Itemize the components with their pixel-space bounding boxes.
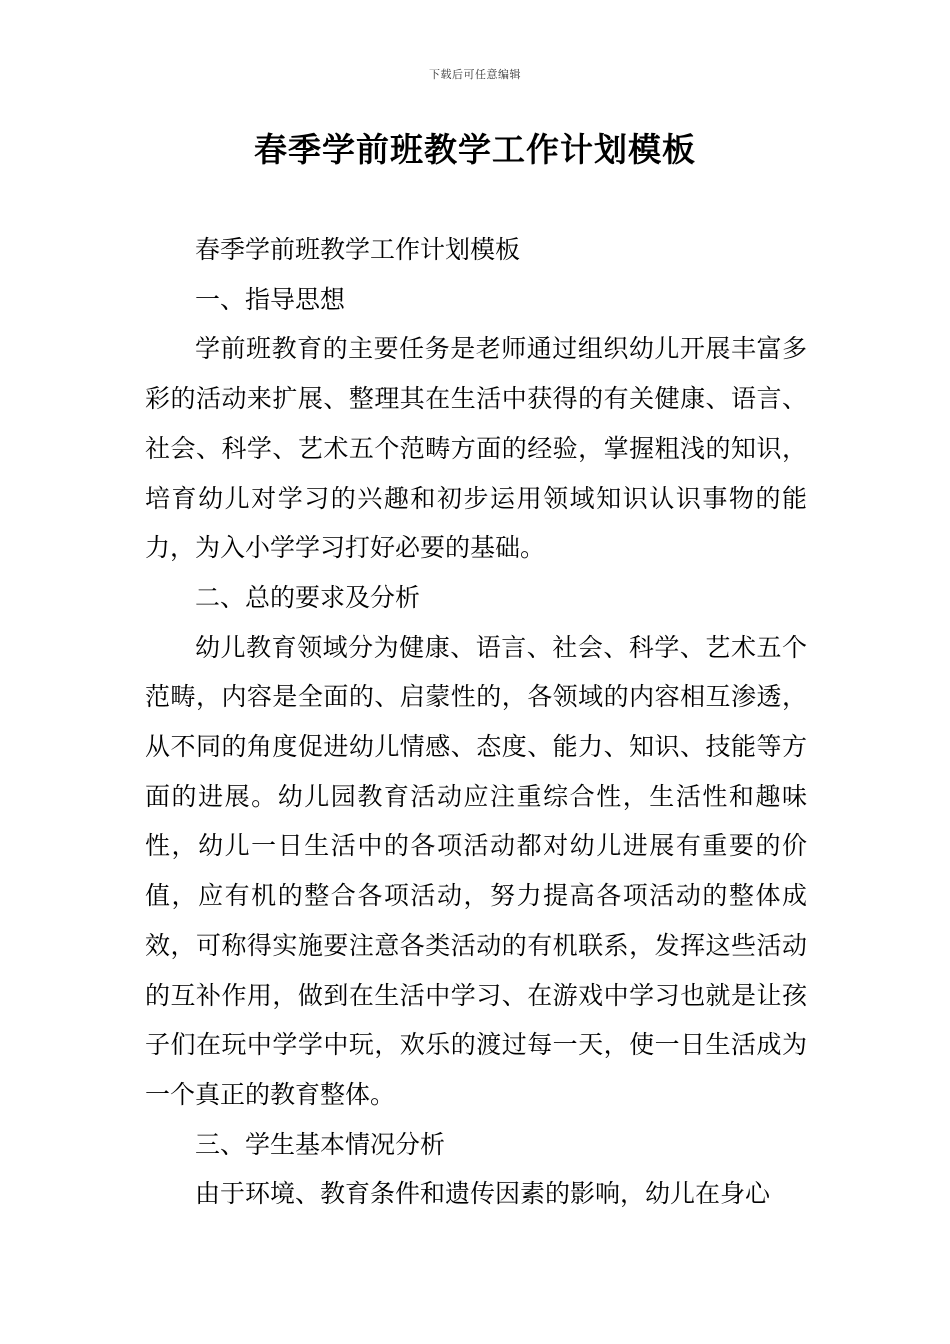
section-heading-3: 三、学生基本情况分析 [195, 1129, 446, 1159]
section-heading-1: 一、指导思想 [195, 284, 346, 314]
body-paragraph-3: 由于环境、教育条件和遗传因素的影响，幼儿在身心 [195, 1179, 771, 1209]
section-heading-2: 二、总的要求及分析 [195, 582, 421, 612]
header-note: 下载后可任意编辑 [429, 68, 521, 81]
body-paragraph-1: 学前班教育的主要任务是老师通过组织幼儿开展丰富多彩的活动来扩展、整理其在生活中获得的有关健康、语言、社会、科学、艺术五个范畴方面的经验，掌握粗浅的知识，培育幼儿对学习的兴趣和初步运用领域知识认识事物的能力，为入小学学习打好必要的基础。 [145, 334, 807, 563]
subtitle-paragraph: 春季学前班教学工作计划模板 [195, 235, 521, 264]
body-paragraph-2: 幼儿教育领域分为健康、语言、社会、科学、艺术五个范畴，内容是全面的、启蒙性的，各领域的内容相互渗透，从不同的角度促进幼儿情感、态度、能力、知识、技能等方面的进展。幼儿园教育活动应注重综合性，生活性和趣味性，幼儿一日生活中的各项活动都对幼儿进展有重要的价值，应有机的整合各项活动，努力提高各项活动的整体成效，可称得实施要注意各类活动的有机联系，发挥这些活动的互补作用，做到在生活中学习、在游戏中学习也就是让孩子们在玩中学学中玩，欢乐的渡过每一天，使一日生活成为一个真正的教育整体。 [145, 632, 807, 1109]
document-title: 春季学前班教学工作计划模板 [254, 130, 696, 169]
document-body [145, 225, 807, 1219]
